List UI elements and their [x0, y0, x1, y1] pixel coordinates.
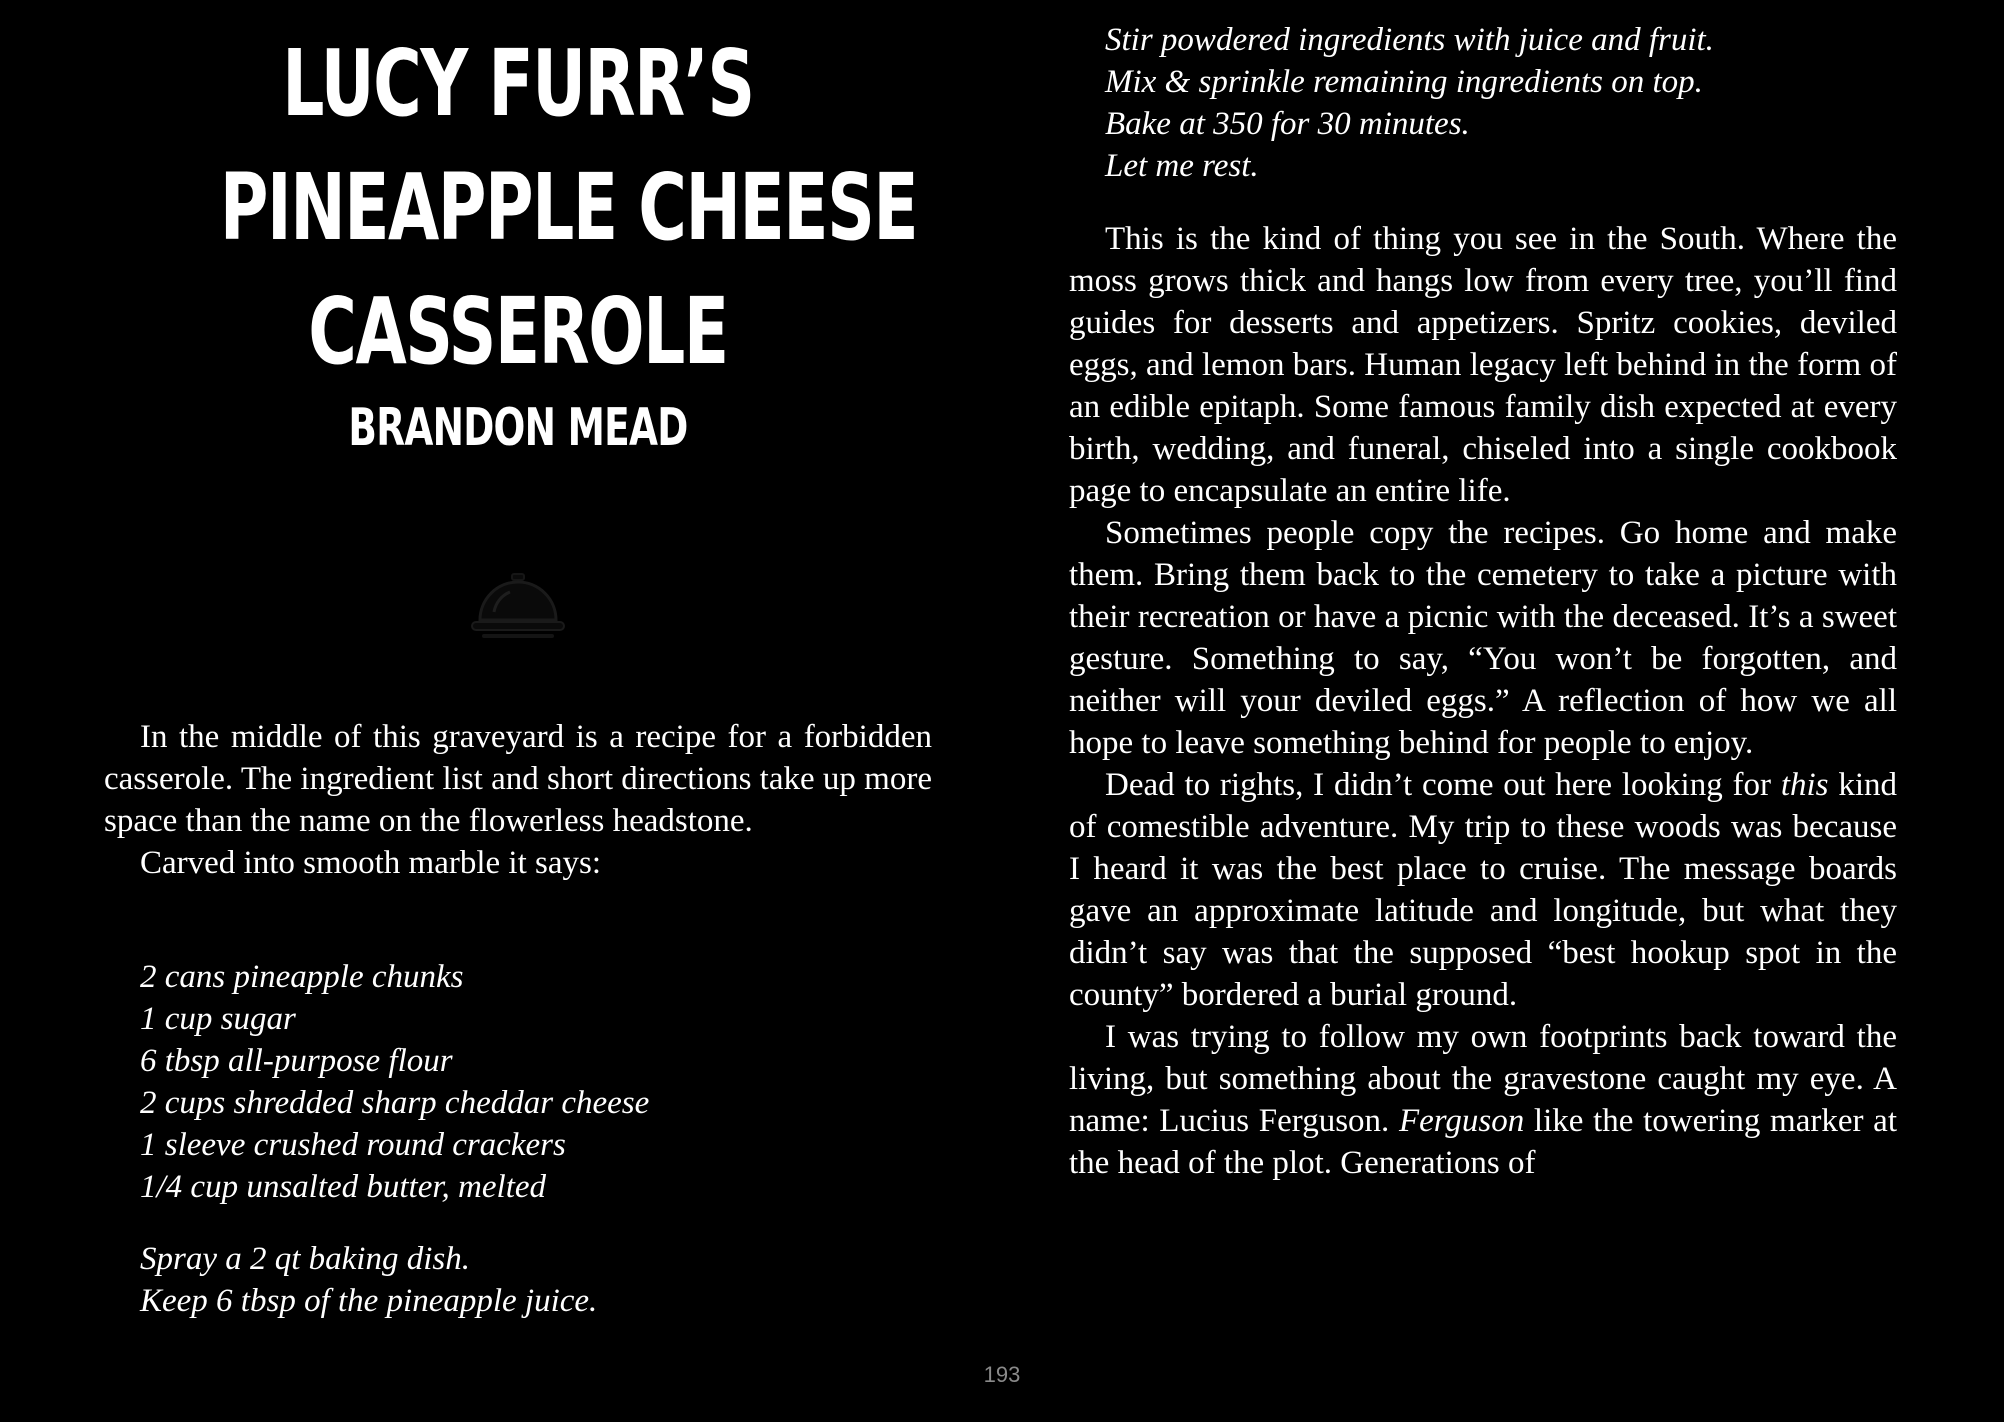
body-paragraph-2: Sometimes people copy the recipes. Go home and make them. Bring them back to the cemetery to take a picture with their recreation or have a picnic with the deceased. It’s a sweet gesture. Something to say, “You won’t be forgotten, and neither will your deviled eggs.” A reflection of how we all hope to leave something behind for people to enjoy. [1069, 515, 1897, 761]
direction-step: Spray a 2 qt baking dish. [140, 1241, 470, 1277]
story-body [1069, 218, 1897, 1184]
ingredient-list [104, 956, 968, 1208]
ingredient-item: 1 cup sugar [140, 1001, 296, 1037]
intro-text [104, 716, 932, 884]
intro-paragraph-2: Carved into smooth marble it says: [140, 845, 602, 881]
story-title-line-3: CASSEROLE [308, 278, 728, 385]
paragraph-4-text-a: I was trying to follow my own footprints back toward the living, but something about the gravestone caught my eye. A name: Lucius Ferguson. [1069, 1019, 1897, 1139]
body-paragraph-1: This is the kind of thing you see in the South. Where the moss grows thick and hangs low from every tree, you’ll find guides for desserts and appetizers. Spritz cookies, deviled eggs, and lemon bars. Human legacy left behind in the form of an edible epitaph. Some famous family dish expected at every birth, wedding, and funeral, chiseled into a single cookbook page to encapsulate an entire life. [1069, 221, 1897, 509]
page-number: 193 [983, 1362, 1021, 1387]
paragraph-3-text-b: kind of comestible adventure. My trip to these woods was because I heard it was the best place to cruise. The message boards gave an approximate latitude and longitude, but what they didn’t say was that the supposed “best hookup spot in the county” bordered a burial ground. [1069, 767, 1897, 1013]
right-page [1069, 0, 1897, 1422]
paragraph-3-text-a: Dead to rights, I didn’t come out here looking for [1105, 767, 1781, 803]
left-page [104, 0, 932, 1422]
story-title-line-2: PINEAPPLE CHEESE [219, 154, 918, 261]
direction-step: Keep 6 tbsp of the pineapple juice. [140, 1283, 598, 1319]
ingredient-item: 2 cans pineapple chunks [140, 959, 464, 995]
ingredient-item: 6 tbsp all-purpose flour [140, 1043, 453, 1079]
story-title [219, 22, 918, 394]
paragraph-4-text-b: like the towering marker at the head of the plot. Generations of [1069, 1103, 1897, 1181]
direction-step: Stir powdered ingredients with juice and fruit. [1105, 22, 1714, 58]
story-title-line-1: LUCY FURR’S [282, 30, 754, 137]
intro-paragraph-1: In the middle of this graveyard is a recipe for a forbidden casserole. The ingredient list and short directions take up more space than the name on the flowerless headstone. [104, 719, 932, 839]
direction-step: Bake at 350 for 30 minutes. [1105, 106, 1470, 142]
recipe-directions-start [104, 1238, 968, 1322]
ingredient-item: 1/4 cup unsalted butter, melted [140, 1169, 547, 1205]
cloche-icon [468, 570, 568, 650]
recipe-directions-continued [1069, 19, 1933, 187]
body-paragraph-4 [1069, 1016, 1897, 1184]
direction-step: Mix & sprinkle remaining ingredients on top. [1105, 64, 1703, 100]
story-author: BRANDON MEAD [348, 398, 688, 458]
body-paragraph-3 [1069, 764, 1897, 1016]
paragraph-4-emphasis: Ferguson [1398, 1103, 1525, 1139]
ingredient-item: 1 sleeve crushed round crackers [140, 1127, 566, 1163]
paragraph-3-emphasis: this [1780, 767, 1829, 803]
direction-step: Let me rest. [1105, 148, 1259, 184]
ingredient-item: 2 cups shredded sharp cheddar cheese [140, 1085, 650, 1121]
